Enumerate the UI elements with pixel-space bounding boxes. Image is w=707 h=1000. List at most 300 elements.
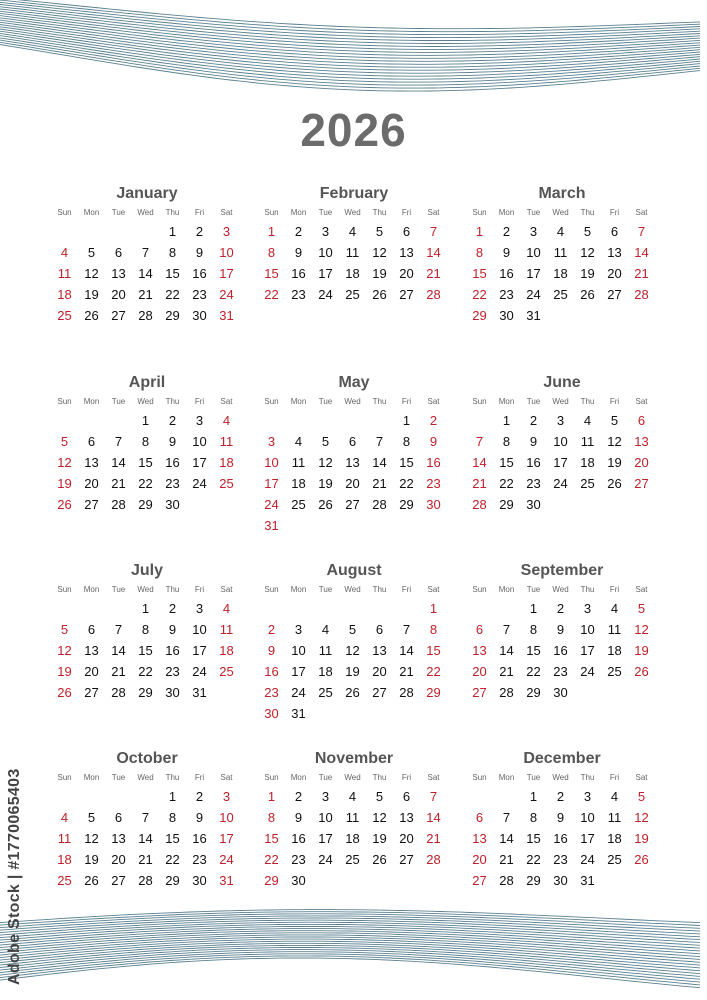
month-name: June: [543, 374, 581, 391]
day-cell: 15: [264, 831, 279, 846]
day-cell: 13: [607, 245, 622, 260]
day-cell: 10: [291, 643, 306, 658]
month-july: [51, 560, 243, 703]
empty-day-cell: [366, 703, 393, 724]
weekday-label: Sun: [472, 208, 487, 217]
day-cell: 17: [580, 831, 595, 846]
day-cell: 6: [114, 810, 123, 825]
day-cell: 12: [372, 810, 387, 825]
wave-line: [0, 958, 700, 988]
empty-day-cell: [213, 494, 240, 515]
empty-day-cell: [393, 598, 420, 619]
day-cell: 22: [526, 664, 541, 679]
day-cell: 15: [165, 266, 180, 281]
weekday-label: Sun: [57, 585, 72, 594]
day-cell: 16: [264, 664, 279, 679]
day-cell: 3: [321, 789, 330, 804]
day-cell: 25: [607, 852, 622, 867]
day-cell: 15: [399, 455, 414, 470]
wave-line: [0, 956, 700, 985]
day-cell: 7: [114, 622, 123, 637]
day-cell: 26: [634, 852, 649, 867]
day-cell: 12: [345, 643, 360, 658]
empty-day-cell: [105, 786, 132, 807]
day-cell: 23: [499, 287, 514, 302]
weekday-header-row: [258, 205, 450, 221]
day-cell: 21: [499, 852, 514, 867]
day-cell: 6: [637, 413, 646, 428]
day-cell: 28: [426, 852, 441, 867]
day-cell: 22: [399, 476, 414, 491]
weekday-header-row: [466, 205, 658, 221]
empty-day-cell: [285, 598, 312, 619]
day-cell: 29: [138, 685, 153, 700]
week-row: [258, 473, 450, 494]
day-cell: 19: [372, 266, 387, 281]
empty-day-cell: [105, 221, 132, 242]
week-row: [258, 682, 450, 703]
week-row: [258, 284, 450, 305]
day-cell: 8: [141, 622, 150, 637]
empty-day-cell: [78, 410, 105, 431]
month-name: May: [338, 374, 370, 391]
weekday-label: Tue: [318, 773, 333, 782]
day-cell: 1: [141, 413, 150, 428]
day-cell: 13: [399, 810, 414, 825]
day-cell: 19: [57, 664, 72, 679]
day-cell: 30: [426, 497, 441, 512]
day-cell: 7: [429, 224, 438, 239]
weekday-header-row: [258, 582, 450, 598]
weekday-label: Mon: [290, 773, 307, 782]
day-cell: 3: [294, 622, 303, 637]
day-cell: 14: [111, 643, 126, 658]
day-cell: 23: [291, 852, 306, 867]
weekday-label: Tue: [111, 208, 126, 217]
day-cell: 12: [57, 643, 72, 658]
week-row: [466, 786, 658, 807]
empty-day-cell: [574, 305, 601, 326]
day-cell: 23: [526, 476, 541, 491]
weekday-label: Mon: [290, 208, 307, 217]
weekday-label: Thu: [372, 397, 387, 406]
month-name: April: [128, 374, 166, 391]
day-cell: 26: [318, 497, 333, 512]
weekday-label: Mon: [290, 585, 307, 594]
day-cell: 6: [348, 434, 357, 449]
day-cell: 17: [580, 643, 595, 658]
day-cell: 18: [57, 287, 72, 302]
day-cell: 11: [291, 455, 306, 470]
day-cell: 10: [553, 434, 568, 449]
day-cell: 25: [345, 287, 360, 302]
day-cell: 16: [165, 455, 180, 470]
day-cell: 28: [372, 497, 387, 512]
day-cell: 2: [294, 789, 303, 804]
day-cell: 5: [60, 434, 69, 449]
day-cell: 31: [580, 873, 595, 888]
day-cell: 3: [583, 601, 592, 616]
week-row: [51, 619, 243, 640]
day-cell: 10: [580, 810, 595, 825]
weekday-label: Mon: [498, 585, 515, 594]
day-cell: 6: [87, 622, 96, 637]
day-cell: 6: [610, 224, 619, 239]
day-cell: 21: [138, 287, 153, 302]
day-cell: 12: [84, 266, 99, 281]
day-cell: 5: [321, 434, 330, 449]
day-cell: 10: [219, 245, 234, 260]
day-cell: 8: [267, 810, 276, 825]
day-cell: 13: [111, 266, 126, 281]
day-cell: 9: [556, 810, 565, 825]
month-june: [466, 372, 658, 515]
day-cell: 27: [399, 287, 414, 302]
month-name: March: [538, 185, 586, 202]
day-cell: 13: [472, 643, 487, 658]
weekday-label: Sat: [427, 773, 440, 782]
day-cell: 21: [138, 852, 153, 867]
weekday-label: Mon: [83, 208, 100, 217]
day-cell: 6: [87, 434, 96, 449]
day-cell: 11: [607, 622, 622, 637]
day-cell: 12: [607, 434, 622, 449]
day-cell: 21: [399, 664, 414, 679]
day-cell: 21: [499, 664, 514, 679]
day-cell: 1: [529, 601, 538, 616]
day-cell: 13: [84, 643, 99, 658]
day-cell: 18: [318, 664, 333, 679]
day-cell: 9: [195, 245, 204, 260]
week-row: [51, 807, 243, 828]
day-cell: 2: [556, 601, 565, 616]
weekday-label: Sat: [220, 773, 233, 782]
day-cell: 3: [321, 224, 330, 239]
day-cell: 30: [553, 685, 568, 700]
day-cell: 25: [345, 852, 360, 867]
day-cell: 19: [345, 664, 360, 679]
weekday-label: Fri: [194, 208, 205, 217]
empty-day-cell: [51, 786, 78, 807]
day-cell: 29: [165, 308, 180, 323]
day-cell: 23: [165, 664, 180, 679]
empty-day-cell: [339, 515, 366, 536]
day-cell: 5: [637, 789, 646, 804]
week-row: [258, 807, 450, 828]
day-cell: 9: [429, 434, 438, 449]
month-september: [466, 560, 658, 703]
day-cell: 29: [264, 873, 279, 888]
weekday-label: Sat: [635, 208, 648, 217]
week-row: [258, 263, 450, 284]
day-cell: 3: [583, 789, 592, 804]
day-cell: 2: [529, 413, 538, 428]
empty-day-cell: [466, 598, 493, 619]
day-cell: 28: [426, 287, 441, 302]
day-cell: 18: [345, 266, 360, 281]
weekday-label: Sun: [472, 773, 487, 782]
empty-day-cell: [78, 598, 105, 619]
week-row: [258, 242, 450, 263]
day-cell: 25: [607, 664, 622, 679]
weekday-label: Fri: [194, 773, 205, 782]
weekday-label: Sun: [264, 585, 279, 594]
day-cell: 7: [502, 622, 511, 637]
day-cell: 12: [634, 622, 649, 637]
day-cell: 14: [426, 245, 441, 260]
day-cell: 2: [195, 224, 204, 239]
day-cell: 8: [168, 245, 177, 260]
day-cell: 24: [219, 852, 234, 867]
day-cell: 14: [426, 810, 441, 825]
day-cell: 4: [60, 245, 69, 260]
day-cell: 29: [472, 308, 487, 323]
weekday-label: Sun: [472, 397, 487, 406]
weekday-label: Wed: [137, 397, 154, 406]
day-cell: 18: [607, 643, 622, 658]
empty-day-cell: [466, 410, 493, 431]
week-row: [466, 661, 658, 682]
empty-day-cell: [258, 410, 285, 431]
day-cell: 28: [634, 287, 649, 302]
day-cell: 20: [111, 287, 126, 302]
day-cell: 14: [472, 455, 487, 470]
day-cell: 15: [264, 266, 279, 281]
day-cell: 26: [580, 287, 595, 302]
weekday-label: Thu: [580, 397, 595, 406]
day-cell: 28: [138, 308, 153, 323]
weekday-label: Fri: [401, 397, 412, 406]
day-cell: 31: [192, 685, 207, 700]
day-cell: 16: [526, 455, 541, 470]
day-cell: 1: [429, 601, 438, 616]
day-cell: 30: [165, 497, 180, 512]
day-cell: 2: [168, 413, 177, 428]
day-cell: 4: [610, 601, 619, 616]
day-cell: 27: [111, 873, 126, 888]
week-row: [258, 870, 450, 891]
weekday-label: Thu: [580, 585, 595, 594]
day-cell: 24: [291, 685, 306, 700]
weekday-header-row: [51, 394, 243, 410]
day-cell: 12: [634, 810, 649, 825]
weekday-label: Tue: [111, 585, 126, 594]
week-row: [258, 410, 450, 431]
week-row: [51, 598, 243, 619]
day-cell: 27: [372, 685, 387, 700]
day-cell: 23: [553, 664, 568, 679]
day-cell: 18: [553, 266, 568, 281]
day-cell: 27: [634, 476, 649, 491]
day-cell: 12: [57, 455, 72, 470]
day-cell: 19: [607, 455, 622, 470]
empty-day-cell: [574, 682, 601, 703]
week-row: [258, 494, 450, 515]
day-cell: 2: [267, 622, 276, 637]
empty-day-cell: [366, 870, 393, 891]
week-row: [51, 473, 243, 494]
day-cell: 23: [426, 476, 441, 491]
empty-day-cell: [132, 221, 159, 242]
weekday-label: Tue: [526, 397, 541, 406]
day-cell: 9: [168, 434, 177, 449]
day-cell: 26: [84, 873, 99, 888]
day-cell: 4: [610, 789, 619, 804]
day-cell: 5: [348, 622, 357, 637]
day-cell: 9: [267, 643, 276, 658]
day-cell: 4: [348, 789, 357, 804]
empty-day-cell: [420, 870, 447, 891]
week-row: [258, 619, 450, 640]
day-cell: 22: [426, 664, 441, 679]
day-cell: 21: [426, 266, 441, 281]
day-cell: 25: [57, 873, 72, 888]
day-cell: 26: [57, 685, 72, 700]
day-cell: 6: [475, 622, 484, 637]
day-cell: 22: [499, 476, 514, 491]
day-cell: 9: [556, 622, 565, 637]
weekday-label: Thu: [165, 773, 180, 782]
empty-day-cell: [339, 703, 366, 724]
weekday-label: Mon: [498, 773, 515, 782]
day-cell: 27: [345, 497, 360, 512]
weekday-label: Sun: [264, 773, 279, 782]
day-cell: 17: [291, 664, 306, 679]
day-cell: 13: [84, 455, 99, 470]
day-cell: 2: [502, 224, 511, 239]
day-cell: 27: [607, 287, 622, 302]
weekday-header-row: [466, 770, 658, 786]
week-row: [51, 242, 243, 263]
day-cell: 13: [345, 455, 360, 470]
day-cell: 20: [472, 852, 487, 867]
day-cell: 20: [345, 476, 360, 491]
day-cell: 30: [553, 873, 568, 888]
day-cell: 29: [426, 685, 441, 700]
weekday-label: Wed: [137, 585, 154, 594]
day-cell: 30: [165, 685, 180, 700]
day-cell: 30: [264, 706, 279, 721]
day-cell: 1: [141, 601, 150, 616]
weekday-label: Wed: [344, 773, 361, 782]
day-cell: 30: [291, 873, 306, 888]
day-cell: 20: [84, 664, 99, 679]
day-cell: 27: [111, 308, 126, 323]
day-cell: 17: [553, 455, 568, 470]
day-cell: 18: [580, 455, 595, 470]
day-cell: 8: [168, 810, 177, 825]
week-row: [258, 452, 450, 473]
day-cell: 15: [426, 643, 441, 658]
day-cell: 7: [375, 434, 384, 449]
day-cell: 4: [60, 810, 69, 825]
weekday-label: Sat: [635, 773, 648, 782]
day-cell: 10: [580, 622, 595, 637]
day-cell: 3: [222, 224, 231, 239]
month-name: December: [523, 750, 601, 767]
week-row: [466, 473, 658, 494]
day-cell: 24: [192, 664, 207, 679]
month-november: [258, 748, 450, 891]
day-cell: 5: [375, 789, 384, 804]
empty-day-cell: [339, 870, 366, 891]
day-cell: 12: [372, 245, 387, 260]
day-cell: 29: [526, 685, 541, 700]
week-row: [466, 598, 658, 619]
day-cell: 16: [192, 831, 207, 846]
day-cell: 21: [472, 476, 487, 491]
day-cell: 13: [472, 831, 487, 846]
day-cell: 11: [219, 622, 234, 637]
day-cell: 1: [267, 789, 276, 804]
day-cell: 29: [138, 497, 153, 512]
day-cell: 21: [111, 664, 126, 679]
day-cell: 28: [499, 873, 514, 888]
day-cell: 14: [138, 266, 153, 281]
week-row: [466, 410, 658, 431]
bottom-wave-decoration: [0, 895, 707, 1000]
day-cell: 22: [138, 476, 153, 491]
weekday-label: Sun: [57, 397, 72, 406]
week-row: [466, 305, 658, 326]
calendar-year-title: 2026: [300, 104, 407, 156]
empty-day-cell: [366, 598, 393, 619]
weekday-label: Mon: [83, 397, 100, 406]
month-name: August: [326, 562, 382, 579]
empty-day-cell: [547, 494, 574, 515]
weekday-label: Fri: [401, 208, 412, 217]
day-cell: 26: [372, 852, 387, 867]
day-cell: 30: [499, 308, 514, 323]
week-row: [258, 431, 450, 452]
day-cell: 28: [499, 685, 514, 700]
week-row: [466, 619, 658, 640]
weekday-header-row: [51, 770, 243, 786]
weekday-label: Tue: [111, 773, 126, 782]
empty-day-cell: [312, 870, 339, 891]
day-cell: 17: [264, 476, 279, 491]
month-december: [466, 748, 658, 891]
day-cell: 29: [165, 873, 180, 888]
day-cell: 18: [607, 831, 622, 846]
week-row: [258, 703, 450, 724]
day-cell: 21: [372, 476, 387, 491]
week-row: [51, 452, 243, 473]
empty-day-cell: [601, 870, 628, 891]
day-cell: 24: [553, 476, 568, 491]
weekday-label: Tue: [318, 397, 333, 406]
day-cell: 29: [399, 497, 414, 512]
day-cell: 19: [580, 266, 595, 281]
month-may: [258, 372, 450, 536]
week-row: [466, 849, 658, 870]
day-cell: 10: [318, 810, 333, 825]
day-cell: 2: [556, 789, 565, 804]
day-cell: 7: [114, 434, 123, 449]
weekday-label: Sat: [427, 397, 440, 406]
day-cell: 1: [502, 413, 511, 428]
day-cell: 16: [192, 266, 207, 281]
day-cell: 11: [345, 810, 360, 825]
weekday-header-row: [51, 205, 243, 221]
day-cell: 29: [526, 873, 541, 888]
month-name: July: [130, 562, 163, 579]
empty-day-cell: [258, 598, 285, 619]
day-cell: 5: [637, 601, 646, 616]
day-cell: 9: [168, 622, 177, 637]
day-cell: 16: [291, 266, 306, 281]
day-cell: 10: [264, 455, 279, 470]
